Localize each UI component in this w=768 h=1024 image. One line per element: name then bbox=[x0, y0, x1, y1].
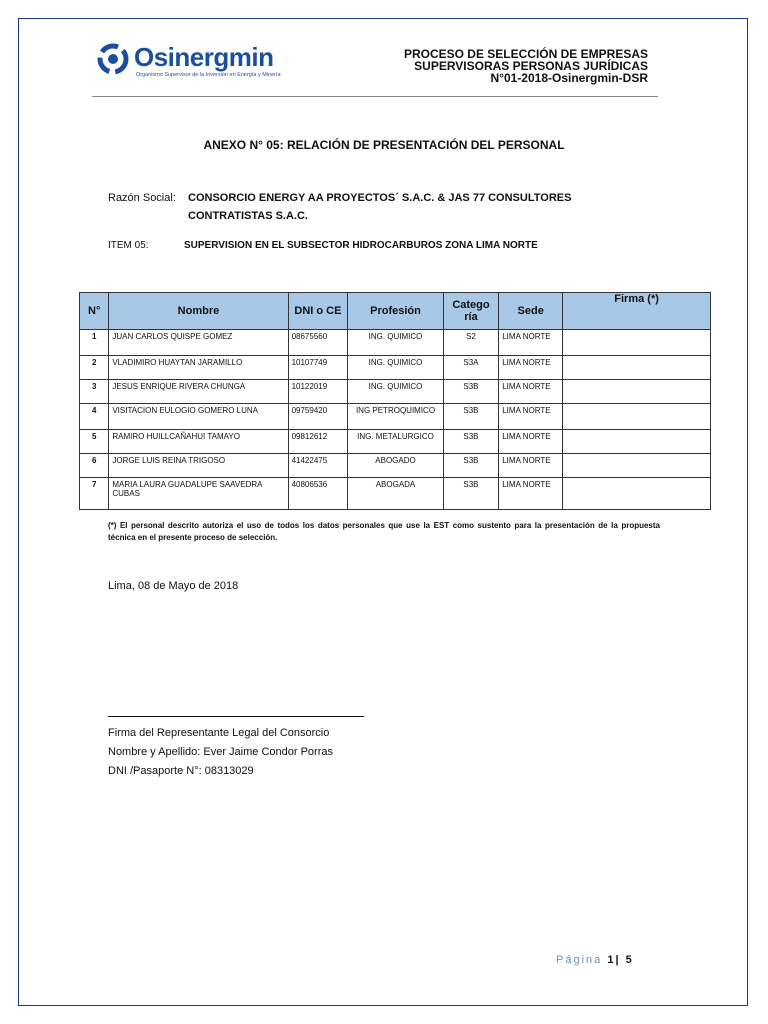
cell-categoria: S3B bbox=[443, 404, 499, 430]
page-title: ANEXO N° 05: RELACIÓN DE PRESENTACIÓN DEL PERSONAL bbox=[203, 138, 565, 152]
cell-sede: LIMA NORTE bbox=[499, 430, 563, 454]
cell-dni: 08675560 bbox=[288, 330, 348, 356]
table-row bbox=[80, 356, 711, 380]
table-row bbox=[80, 330, 711, 356]
cell-firma bbox=[563, 478, 711, 510]
item-value: SUPERVISION EN EL SUBSECTOR HIDROCARBUROS ZONA LIMA NORTE bbox=[184, 240, 538, 251]
process-line-2: SUPERVISORAS PERSONAS JURÍDICAS bbox=[414, 59, 648, 73]
signature-title: Firma del Representante Legal del Consorcio bbox=[108, 727, 330, 739]
cell-profesion: ABOGADA bbox=[348, 478, 443, 510]
cell-dni: 41422475 bbox=[288, 454, 348, 478]
signature-block bbox=[108, 724, 333, 781]
cell-firma bbox=[563, 430, 711, 454]
process-line-3: N°01-2018-Osinergmin-DSR bbox=[490, 71, 648, 85]
cell-firma bbox=[563, 330, 711, 356]
header-sede: Sede bbox=[499, 293, 563, 330]
process-header bbox=[404, 48, 648, 84]
cell-categoria: S2 bbox=[443, 330, 499, 356]
razon-social-label: Razón Social: bbox=[108, 192, 176, 204]
brand-subtitle: Organismo Supervisor de la Inversión en Energía y Minería bbox=[136, 72, 281, 78]
cell-n: 7 bbox=[80, 478, 109, 510]
cell-profesion: ING. QUIMICO bbox=[348, 330, 443, 356]
cell-profesion: ING. METALURGICO bbox=[348, 430, 443, 454]
cell-sede: LIMA NORTE bbox=[499, 330, 563, 356]
cell-firma bbox=[563, 356, 711, 380]
cell-dni: 10122019 bbox=[288, 380, 348, 404]
header-profesion: Profesión bbox=[348, 293, 443, 330]
cell-profesion: ING. QUIMICO bbox=[348, 380, 443, 404]
cell-firma bbox=[563, 404, 711, 430]
table-header-row bbox=[80, 293, 711, 330]
cell-firma bbox=[563, 380, 711, 404]
item-label: ITEM 05: bbox=[108, 240, 149, 251]
table-row bbox=[80, 404, 711, 430]
cell-profesion: ING. QUIMICO bbox=[348, 356, 443, 380]
cell-dni: 10107749 bbox=[288, 356, 348, 380]
cell-categoria: S3B bbox=[443, 380, 499, 404]
razon-social-line-2: CONTRATISTAS S.A.C. bbox=[188, 210, 308, 222]
process-line-1: PROCESO DE SELECCIÓN DE EMPRESAS bbox=[403, 47, 648, 61]
cell-categoria: S3B bbox=[443, 478, 499, 510]
personnel-table bbox=[79, 292, 711, 510]
osinergmin-logo-icon bbox=[96, 42, 130, 76]
header-firma: Firma (*) bbox=[563, 293, 711, 330]
cell-nombre: JUAN CARLOS QUISPE GOMEZ bbox=[109, 330, 288, 356]
cell-nombre: VLADIMIRO HUAYTAN JARAMILLO bbox=[109, 356, 288, 380]
cell-dni: 09812612 bbox=[288, 430, 348, 454]
brand-name: Osinergmin bbox=[134, 42, 274, 72]
cell-dni: 40806536 bbox=[288, 478, 348, 510]
cell-n: 3 bbox=[80, 380, 109, 404]
cell-sede: LIMA NORTE bbox=[499, 356, 563, 380]
page-current: 1 bbox=[607, 954, 616, 966]
cell-profesion: ING PETROQUIMICO bbox=[348, 404, 443, 430]
page-label: Página bbox=[556, 954, 603, 966]
header-n: N° bbox=[80, 293, 109, 330]
razon-social-line-1: CONSORCIO ENERGY AA PROYECTOS´ S.A.C. & JAS 77 CONSULTORES bbox=[188, 192, 572, 204]
brand-logo bbox=[96, 42, 296, 82]
header-categoria-line-2: ría bbox=[464, 311, 478, 323]
cell-firma bbox=[563, 454, 711, 478]
cell-categoria: S3B bbox=[443, 430, 499, 454]
signature-name: Nombre y Apellido: Ever Jaime Condor Porras bbox=[108, 746, 333, 758]
cell-nombre: MARIA LAURA GUADALUPE SAAVEDRA CUBAS bbox=[109, 478, 288, 510]
cell-nombre: JESUS ENRIQUE RIVERA CHUNGA bbox=[109, 380, 288, 404]
cell-profesion: ABOGADO bbox=[348, 454, 443, 478]
cell-n: 5 bbox=[80, 430, 109, 454]
privacy-footnote: (*) El personal descrito autoriza el uso de todos los datos personales que use la EST como sustento para la presentación de la propuesta técnica en el presente proceso de selección. bbox=[108, 521, 660, 542]
header-divider bbox=[92, 96, 658, 97]
page-number: Página 1| 5 bbox=[556, 954, 634, 966]
table-row bbox=[80, 454, 711, 478]
cell-n: 2 bbox=[80, 356, 109, 380]
header-categoria bbox=[443, 293, 499, 330]
cell-sede: LIMA NORTE bbox=[499, 380, 563, 404]
header-nombre: Nombre bbox=[109, 293, 288, 330]
page-frame bbox=[18, 18, 748, 1006]
cell-nombre: RAMIRO HUILLCAÑAHUI TAMAYO bbox=[109, 430, 288, 454]
cell-n: 4 bbox=[80, 404, 109, 430]
table-row bbox=[80, 430, 711, 454]
table-row bbox=[80, 478, 711, 510]
cell-nombre: JORGE LUIS REINA TRIGOSO bbox=[109, 454, 288, 478]
cell-sede: LIMA NORTE bbox=[499, 478, 563, 510]
cell-dni: 09759420 bbox=[288, 404, 348, 430]
cell-categoria: S3B bbox=[443, 454, 499, 478]
cell-n: 6 bbox=[80, 454, 109, 478]
cell-sede: LIMA NORTE bbox=[499, 404, 563, 430]
cell-categoria: S3A bbox=[443, 356, 499, 380]
table-row bbox=[80, 380, 711, 404]
page-total: 5 bbox=[625, 954, 634, 966]
signature-id: DNI /Pasaporte N°: 08313029 bbox=[108, 765, 254, 777]
header-dni: DNI o CE bbox=[288, 293, 348, 330]
cell-sede: LIMA NORTE bbox=[499, 454, 563, 478]
signing-date: Lima, 08 de Mayo de 2018 bbox=[108, 580, 239, 592]
cell-nombre: VISITACION EULOGIO GOMERO LUNA bbox=[109, 404, 288, 430]
header-categoria-line-1: Catego bbox=[452, 299, 490, 311]
signature-line bbox=[108, 716, 364, 717]
cell-n: 1 bbox=[80, 330, 109, 356]
